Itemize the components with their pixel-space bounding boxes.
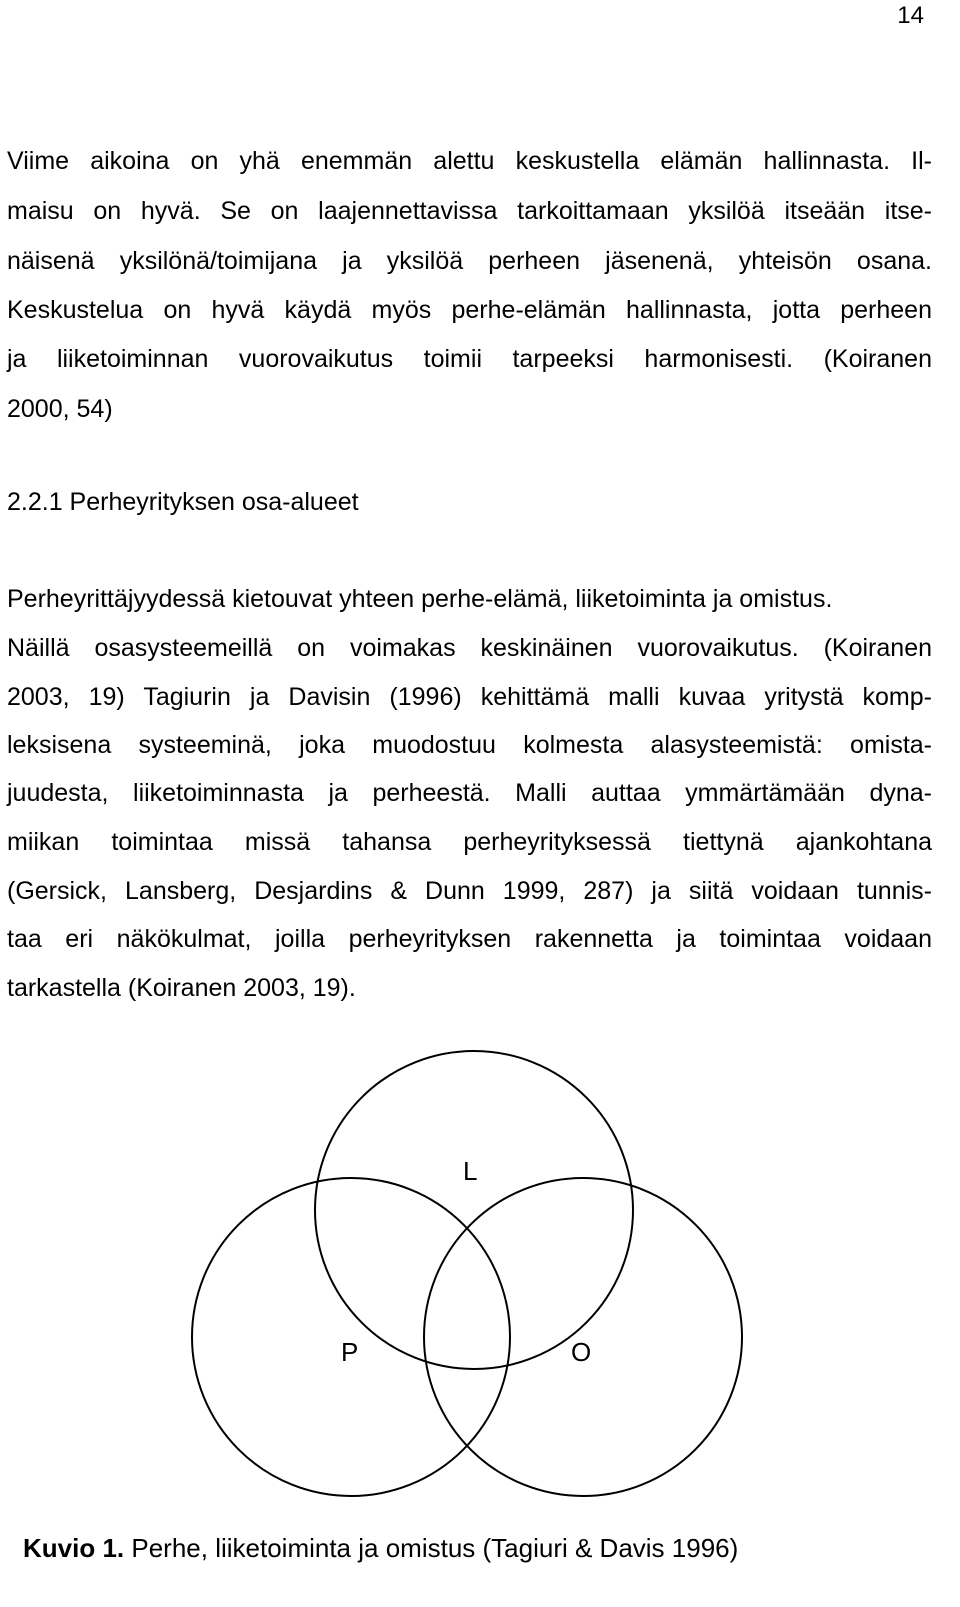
caption-text: Perhe, liiketoiminta ja omistus (Tagiuri & Davis 1996) bbox=[124, 1533, 739, 1563]
paragraph-line: miikan toimintaa missä tahansa perheyrityksessä tiettynä ajankohtana bbox=[7, 828, 932, 856]
paragraph-line: juudesta, liiketoiminnasta ja perheestä. Malli auttaa ymmärtämään dyna- bbox=[7, 779, 932, 807]
label-p: P bbox=[341, 1337, 359, 1367]
paragraph-line: Näillä osasysteemeillä on voimakas keskinäinen vuorovaikutus. (Koiranen bbox=[7, 634, 932, 662]
paragraph-line: 2000, 54) bbox=[7, 395, 113, 423]
paragraph-line: näisenä yksilönä/toimijana ja yksilöä perheen jäsenenä, yhteisön osana. bbox=[7, 247, 932, 275]
paragraph-line: Perheyrittäjyydessä kietouvat yhteen perhe-elämä, liiketoiminta ja omistus. bbox=[7, 585, 833, 613]
paragraph-line: Viime aikoina on yhä enemmän alettu keskustella elämän hallinnasta. Il- bbox=[7, 147, 932, 175]
label-o: O bbox=[571, 1337, 592, 1367]
page-number: 14 bbox=[897, 2, 924, 29]
paragraph-line: taa eri näkökulmat, joilla perheyrityksen rakennetta ja toimintaa voidaan bbox=[7, 925, 932, 953]
label-l: L bbox=[463, 1156, 478, 1186]
figure-caption bbox=[23, 1532, 738, 1564]
paragraph-line: leksisena systeeminä, joka muodostuu kolmesta alasysteemistä: omista- bbox=[7, 731, 932, 759]
paragraph-line: Keskustelua on hyvä käydä myös perhe-elämän hallinnasta, jotta perheen bbox=[7, 296, 932, 324]
circle-liiketoiminta bbox=[315, 1051, 633, 1369]
paragraph-line: tarkastella (Koiranen 2003, 19). bbox=[7, 974, 356, 1002]
paragraph-line: (Gersick, Lansberg, Desjardins & Dunn 1999, 287) ja siitä voidaan tunnis- bbox=[7, 877, 932, 905]
caption-label: Kuvio 1. bbox=[23, 1533, 125, 1563]
paragraph-line: ja liiketoiminnan vuorovaikutus toimii tarpeeksi harmonisesti. (Koiranen bbox=[7, 345, 932, 373]
paragraph-line: 2003, 19) Tagiurin ja Davisin (1996) kehittämä malli kuvaa yritystä komp- bbox=[7, 683, 932, 711]
section-heading: 2.2.1 Perheyrityksen osa-alueet bbox=[7, 488, 359, 516]
paragraph-line: maisu on hyvä. Se on laajennettavissa tarkoittamaan yksilöä itseään itse- bbox=[7, 197, 932, 225]
